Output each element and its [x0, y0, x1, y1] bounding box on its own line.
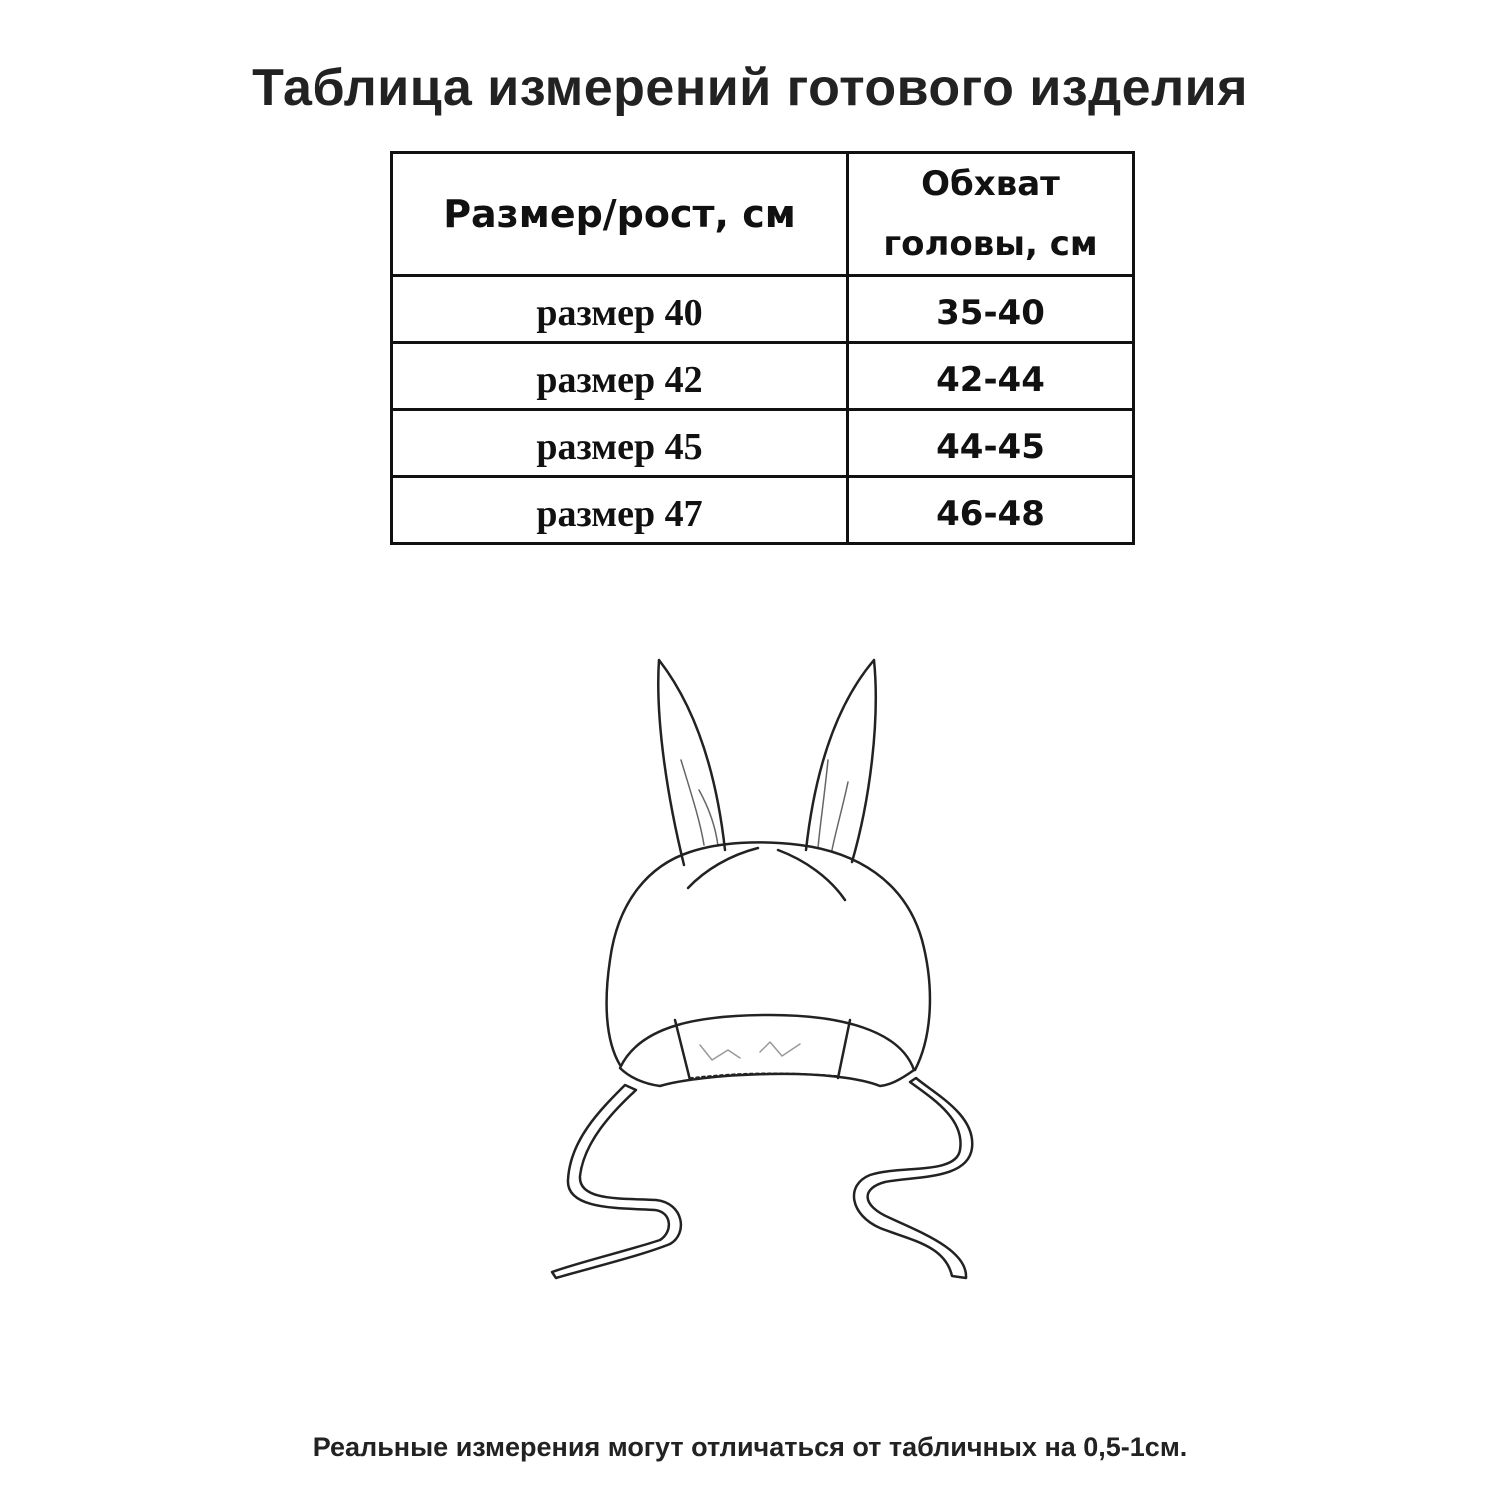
table-row [392, 410, 1134, 477]
right-ear [806, 660, 876, 862]
table-row [392, 477, 1134, 544]
girth-cell: 44-45 [848, 410, 1134, 477]
table-row [392, 343, 1134, 410]
page-title: Таблица измерений готового изделия [252, 59, 1248, 117]
girth-cell: 46-48 [848, 477, 1134, 544]
girth-cell: 42-44 [848, 343, 1134, 410]
size-cell: размер 40 [392, 276, 848, 343]
girth-column-header [848, 153, 1134, 276]
right-tie [854, 1078, 972, 1278]
size-column-header: Размер/рост, см [392, 153, 848, 276]
size-cell: размер 42 [392, 343, 848, 410]
girth-cell: 35-40 [848, 276, 1134, 343]
crown-seam [688, 848, 758, 888]
measurement-note: Реальные измерения могут отличаться от табличных на 0,5-1см. [312, 1432, 1188, 1462]
left-ear-inner [681, 760, 704, 845]
left-tie [552, 1085, 681, 1278]
size-cell: размер 45 [392, 410, 848, 477]
girth-header-line2: головы, см [883, 224, 1098, 264]
girth-header-line1: Обхват [921, 164, 1060, 204]
table-header-row [392, 153, 1134, 276]
table-row [392, 276, 1134, 343]
size-table [390, 151, 1135, 545]
bonnet-brim [620, 1015, 914, 1086]
size-cell: размер 47 [392, 477, 848, 544]
bunny-ear-baby-bonnet-icon [540, 650, 980, 1290]
left-ear [658, 660, 725, 865]
